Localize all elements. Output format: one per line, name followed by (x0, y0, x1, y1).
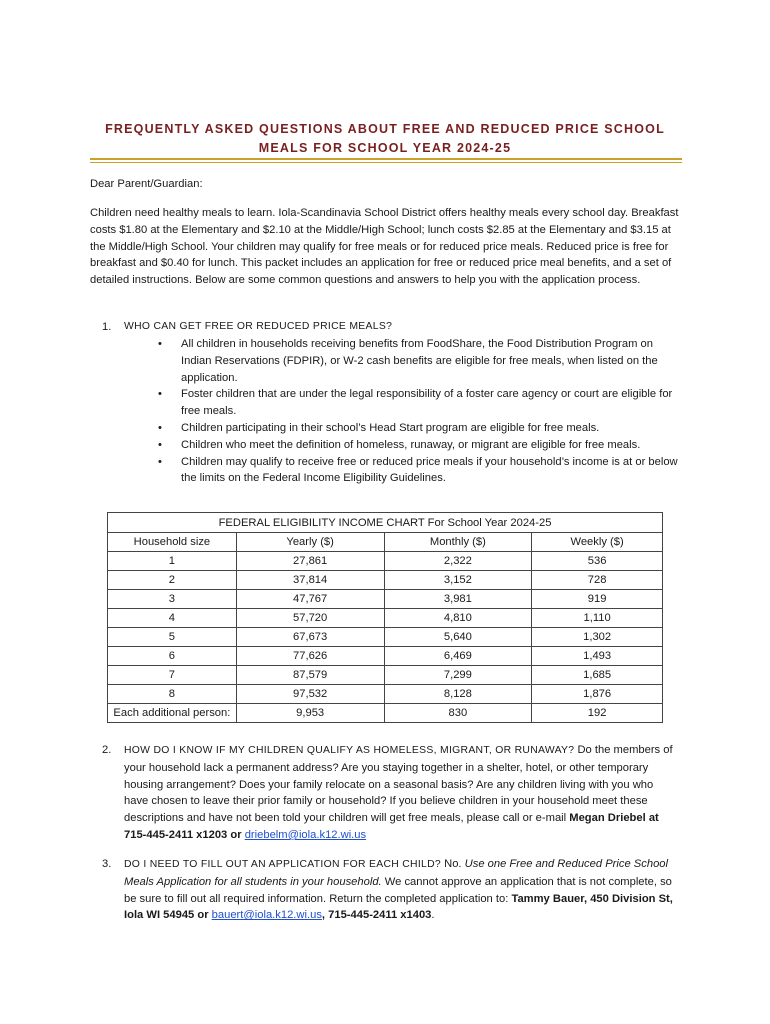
table-cell: 97,532 (236, 685, 384, 704)
list-item: • Children who meet the definition of homeless, runaway, or migrant are eligible for free meals. (158, 437, 680, 454)
table-cell: 2 (108, 571, 237, 590)
question-3-number: 3. (102, 858, 112, 870)
table-cell: 57,720 (236, 609, 384, 628)
column-header: Weekly ($) (532, 533, 663, 552)
column-header: Monthly ($) (384, 533, 532, 552)
table-cell: 4 (108, 609, 237, 628)
table-cell: 7,299 (384, 666, 532, 685)
table-cell: 77,626 (236, 647, 384, 666)
table-cell: 1,876 (532, 685, 663, 704)
question-2-email-link[interactable]: driebelm@iola.k12.wi.us (244, 828, 367, 841)
table-header-row (108, 533, 663, 552)
question-3-heading: DO I NEED TO FILL OUT AN APPLICATION FOR EACH CHILD? (124, 859, 441, 870)
income-eligibility-table (107, 512, 663, 723)
table-cell: 192 (532, 704, 663, 723)
table-row (108, 685, 663, 704)
table-cell: 830 (384, 704, 532, 723)
table-cell: 37,814 (236, 571, 384, 590)
list-item: • Foster children that are under the legal responsibility of a foster care agency or court are eligible for free meals. (158, 386, 680, 420)
table-cell: 1,302 (532, 628, 663, 647)
question-3-email-link[interactable]: bauert@iola.k12.wi.us (211, 909, 322, 922)
table-row (108, 704, 663, 723)
list-item: • Children may qualify to receive free or reduced price meals if your household’s income is at or below the limits on the Federal Income Eligibility Guidelines. (158, 454, 680, 488)
table-cell: 8,128 (384, 685, 532, 704)
column-header: Yearly ($) (236, 533, 384, 552)
greeting: Dear Parent/Guardian: (90, 178, 203, 190)
question-1-heading: WHO CAN GET FREE OR REDUCED PRICE MEALS? (124, 321, 393, 332)
table-caption-row (108, 513, 663, 533)
question-3-end: . (431, 909, 435, 922)
table-cell: 67,673 (236, 628, 384, 647)
question-2-number: 2. (102, 744, 112, 756)
table-row (108, 552, 663, 571)
intro-paragraph: Children need healthy meals to learn. Iola-Scandinavia School District offers healthy meals every school day. Breakfast costs $1.80 at the Elementary and $2.10 at the Middle/High School; lunch costs $2.85 at the Elementary and $3.15 at the Middle/High School. Your children may qualify for free meals or for reduced price meals. Reduced price is free for breakfast and $0.40 for lunch. This packet includes an application for free or reduced price meal benefits, and a set of detailed instructions. Below are some common questions and answers to help you with the application process. (90, 207, 679, 287)
table-cell: 5,640 (384, 628, 532, 647)
table-cell: 919 (532, 590, 663, 609)
table-cell: 6,469 (384, 647, 532, 666)
title-line-1: FREQUENTLY ASKED QUESTIONS ABOUT FREE AND REDUCED PRICE SCHOOL (105, 122, 665, 136)
question-1-bullet-list (158, 336, 680, 487)
table-cell: 3,152 (384, 571, 532, 590)
table-row (108, 628, 663, 647)
question-3-answer-no: No. (441, 858, 465, 870)
table-cell: 47,767 (236, 590, 384, 609)
table-cell: 27,861 (236, 552, 384, 571)
table-row (108, 647, 663, 666)
table-cell: 1,493 (532, 647, 663, 666)
table-cell: 7 (108, 666, 237, 685)
table-row (108, 666, 663, 685)
question-3-phone: , 715-445-2411 x1403 (321, 909, 432, 922)
list-item: • All children in households receiving benefits from FoodShare, the Food Distribution Program on Indian Reservations (FDPIR), or W-2 cash benefits are eligible for free meals, when listed on the application. (158, 336, 680, 386)
table-cell: 536 (532, 552, 663, 571)
question-2-heading: HOW DO I KNOW IF MY CHILDREN QUALIFY AS HOMELESS, MIGRANT, OR RUNAWAY? (124, 745, 575, 756)
question-2-block (124, 742, 680, 844)
table-cell: 3,981 (384, 590, 532, 609)
question-1-number: 1. (102, 321, 112, 333)
title-rule (90, 158, 682, 160)
table-cell: 4,810 (384, 609, 532, 628)
table-body (108, 552, 663, 723)
table-row (108, 590, 663, 609)
table-cell: 8 (108, 685, 237, 704)
table-cell: 9,953 (236, 704, 384, 723)
table-caption: FEDERAL ELIGIBILITY INCOME CHART For School Year 2024-25 (108, 513, 663, 533)
table-cell: 1,110 (532, 609, 663, 628)
question-3-answer-italic: Use one Free and Reduced Price School Meals Application for all students in your household. (124, 858, 668, 888)
table-row (108, 609, 663, 628)
table-cell: 5 (108, 628, 237, 647)
table-cell: 3 (108, 590, 237, 609)
question-3-contact: Tammy Bauer, 450 Division St, Iola WI 54945 or (124, 892, 673, 922)
table-cell: 728 (532, 571, 663, 590)
table-cell: 1,685 (532, 666, 663, 685)
title-line-2: MEALS FOR SCHOOL YEAR 2024-25 (258, 141, 512, 155)
question-3-answer: We cannot approve an application that is not complete, so be sure to fill out all required information. Return the completed application to: (124, 875, 672, 905)
title-rule-thin (90, 162, 682, 163)
table-cell: 87,579 (236, 666, 384, 685)
list-item: • Children participating in their school’s Head Start program are eligible for free meals. (158, 420, 680, 437)
table-cell: 2,322 (384, 552, 532, 571)
table-cell: 1 (108, 552, 237, 571)
page-title (70, 120, 700, 158)
column-header: Household size (108, 533, 237, 552)
question-2-answer: Do the members of your household lack a permanent address? Are you staying together in a shelter, hotel, or other temporary housing arrangement? Does your family relocate on a seasonal basis? Are any children living with you who have chosen to leave their prior family or household? If you believe children in your household meet these descriptions and have not been told your children will get free meals, please call or e-mail (124, 744, 673, 825)
table-row (108, 571, 663, 590)
table-cell: 6 (108, 647, 237, 666)
question-2-contact: Megan Driebel at 715-445-2411 x1203 or (124, 812, 659, 841)
table-cell: Each additional person: (108, 704, 237, 723)
question-3-block (124, 856, 680, 924)
